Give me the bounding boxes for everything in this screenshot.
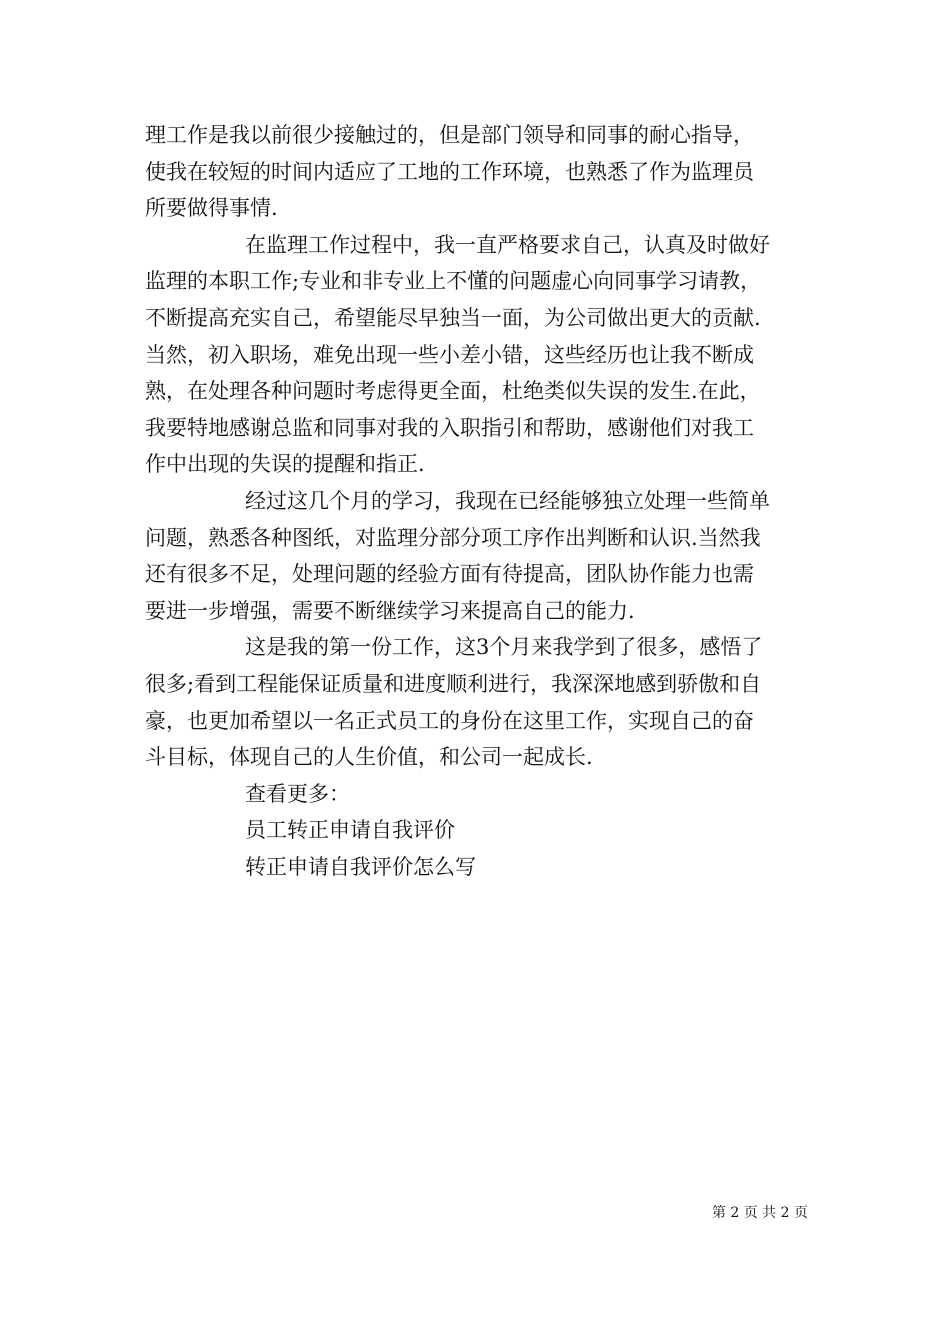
text-line: 豪，也更加希望以一名正式员工的身份在这里工作，实现自己的奋	[145, 708, 754, 733]
text-line: 熟，在处理各种问题时考虑得更全面，杜绝类似失误的发生.在此，	[145, 379, 761, 404]
text-line: 监理的本职工作;专业和非专业上不懂的问题虚心向同事学习请教，	[145, 269, 762, 294]
document-body	[145, 117, 811, 885]
text-line: 不断提高充实自己，希望能尽早独当一面，为公司做出更大的贡献.	[145, 305, 761, 330]
see-more-label: 查看更多：	[245, 781, 350, 806]
related-article-link[interactable]: 员工转正申请自我评价	[245, 818, 455, 843]
text-line: 要进一步增强，需要不断继续学习来提高自己的能力.	[145, 598, 635, 623]
text-line: 斗目标，体现自己的人生价值，和公司一起成长.	[145, 745, 593, 770]
paragraph-start-line: 经过这几个月的学习，我现在已经能够独立处理一些简单	[245, 488, 770, 513]
text-line: 当然，初入职场，难免出现一些小差小错，这些经历也让我不断成	[145, 342, 754, 367]
page-number-footer: 第 2 页 共 2 页	[711, 1205, 808, 1221]
text-line: 我要特地感谢总监和同事对我的入职指引和帮助，感谢他们对我工	[145, 415, 754, 440]
text-line: 所要做得事情.	[145, 196, 278, 221]
text-line: 问题，熟悉各种图纸，对监理分部分项工序作出判断和认识.当然我	[145, 525, 761, 550]
related-article-link[interactable]: 转正申请自我评价怎么写	[245, 854, 476, 879]
text-line: 很多;看到工程能保证质量和进度顺利进行，我深深地感到骄傲和自	[145, 671, 762, 696]
paragraph-start-line: 这是我的第一份工作，这3个月来我学到了很多，感悟了	[245, 635, 763, 660]
text-line: 使我在较短的时间内适应了工地的工作环境，也熟悉了作为监理员	[145, 159, 754, 184]
text-line: 作中出现的失误的提醒和指正.	[145, 452, 425, 477]
text-line: 还有很多不足，处理问题的经验方面有待提高，团队协作能力也需	[145, 562, 754, 587]
text-line: 理工作是我以前很少接触过的，但是部门领导和同事的耐心指导，	[145, 123, 754, 147]
paragraph-start-line: 在监理工作过程中，我一直严格要求自己，认真及时做好	[245, 232, 770, 257]
